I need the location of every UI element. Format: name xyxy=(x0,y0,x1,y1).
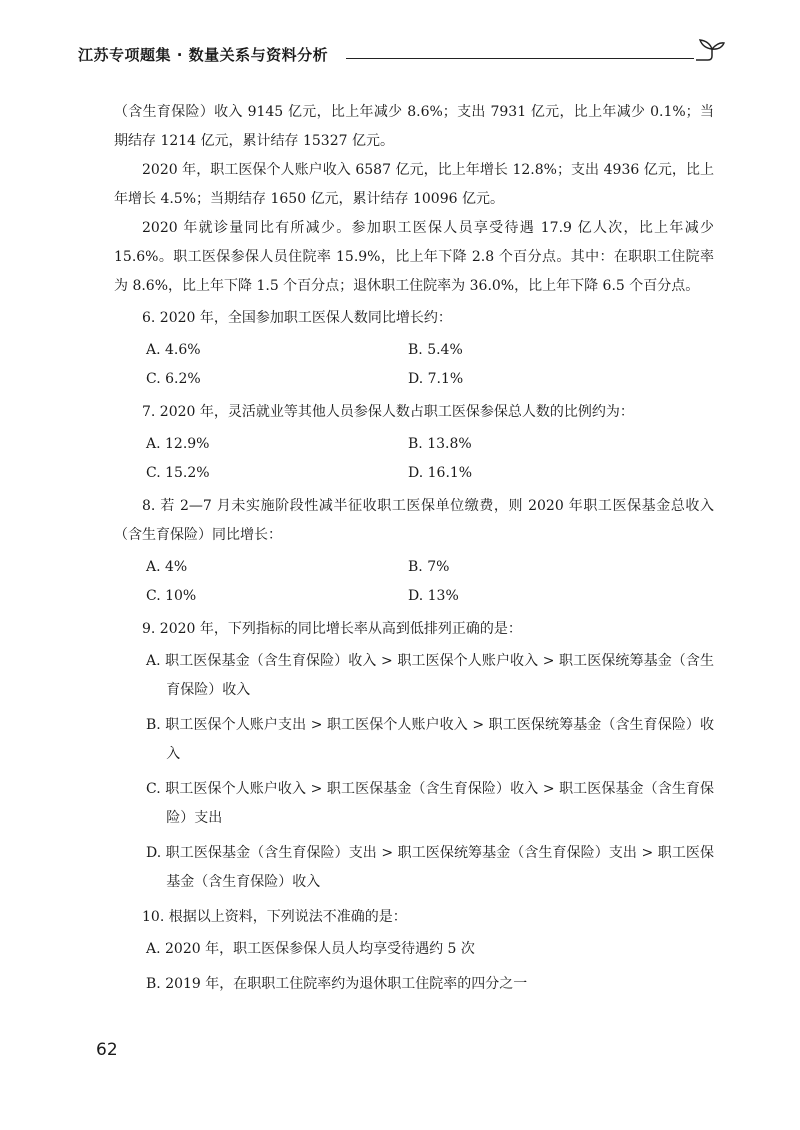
option-c: C. 职工医保个人账户收入 > 职工医保基金（含生育保险）收入 > 职工医保基金（含生育保险）支出 xyxy=(146,781,714,826)
passage-paragraph: （含生育保险）收入 9145 亿元，比上年减少 8.6%；支出 7931 亿元，比上年减少 0.1%；当期结存 1214 亿元，累计结存 15327 亿元。 xyxy=(114,104,714,149)
page-content xyxy=(114,98,714,1005)
option-a: A. 职工医保基金（含生育保险）收入 > 职工医保个人账户收入 > 职工医保统筹基金（含生育保险）收入 xyxy=(146,653,714,698)
option-b: B. 7% xyxy=(408,559,450,575)
page-header xyxy=(78,38,728,78)
header-rule xyxy=(346,58,694,59)
question-10 xyxy=(114,903,714,999)
option-b: B. 2019 年，在职职工住院率约为退休职工住院率的四分之一 xyxy=(146,976,528,992)
option-grid xyxy=(114,553,714,611)
question-stem: 7. 2020 年，灵活就业等其他人员参保人数占职工医保参保总人数的比例约为： xyxy=(142,404,634,420)
option-b: B. 5.4% xyxy=(408,342,463,358)
option-grid xyxy=(114,430,714,488)
option-d: D. 13% xyxy=(408,588,459,604)
passage-paragraph: 2020 年就诊量同比有所减少。参加职工医保人员享受待遇 17.9 亿人次，比上年减少 15.6%。职工医保参保人员住院率 15.9%，比上年下降 2.8 个百分点。其中：在职职工住院率为 8.6%，比上年下降 1.5 个百分点；退休职工住院率为 36.0%，比上年下降 6.5 个百分点。 xyxy=(114,220,714,294)
option-d: D. 7.1% xyxy=(408,371,464,387)
question-7 xyxy=(114,398,714,488)
question-stem: 10. 根据以上资料，下列说法不准确的是： xyxy=(142,909,407,925)
option-c: C. 10% xyxy=(146,588,197,604)
question-stem: 9. 2020 年，下列指标的同比增长率从高到低排列正确的是： xyxy=(142,621,522,637)
page-number: 62 xyxy=(96,1040,118,1060)
option-list xyxy=(114,647,714,897)
option-grid xyxy=(114,336,714,394)
option-a: A. 2020 年，职工医保参保人员人均享受待遇约 5 次 xyxy=(146,941,475,957)
option-a: A. 4.6% xyxy=(146,342,201,358)
sprout-icon xyxy=(692,38,726,68)
option-d: D. 职工医保基金（含生育保险）支出 > 职工医保统筹基金（含生育保险）支出 > 职工医保基金（含生育保险）收入 xyxy=(146,845,714,890)
header-title: 江苏专项题集 · 数量关系与资料分析 xyxy=(78,46,329,64)
option-a: A. 12.9% xyxy=(146,436,210,452)
question-stem: 8. 若 2—7 月未实施阶段性减半征收职工医保单位缴费，则 2020 年职工医保基金总收入（含生育保险）同比增长： xyxy=(114,498,714,543)
option-b: B. 13.8% xyxy=(408,436,472,452)
option-list xyxy=(114,935,714,999)
question-stem: 6. 2020 年，全国参加职工医保人数同比增长约： xyxy=(142,310,452,326)
question-6 xyxy=(114,304,714,394)
option-c: C. 15.2% xyxy=(146,465,210,481)
question-8 xyxy=(114,492,714,611)
option-c: C. 6.2% xyxy=(146,371,201,387)
question-9 xyxy=(114,615,714,897)
passage-paragraph: 2020 年，职工医保个人账户收入 6587 亿元，比上年增长 12.8%；支出 4936 亿元，比上年增长 4.5%；当期结存 1650 亿元，累计结存 10096 亿元。 xyxy=(114,162,714,207)
option-a: A. 4% xyxy=(146,559,188,575)
option-b: B. 职工医保个人账户支出 > 职工医保个人账户收入 > 职工医保统筹基金（含生育保险）收入 xyxy=(146,717,714,762)
option-d: D. 16.1% xyxy=(408,465,473,481)
